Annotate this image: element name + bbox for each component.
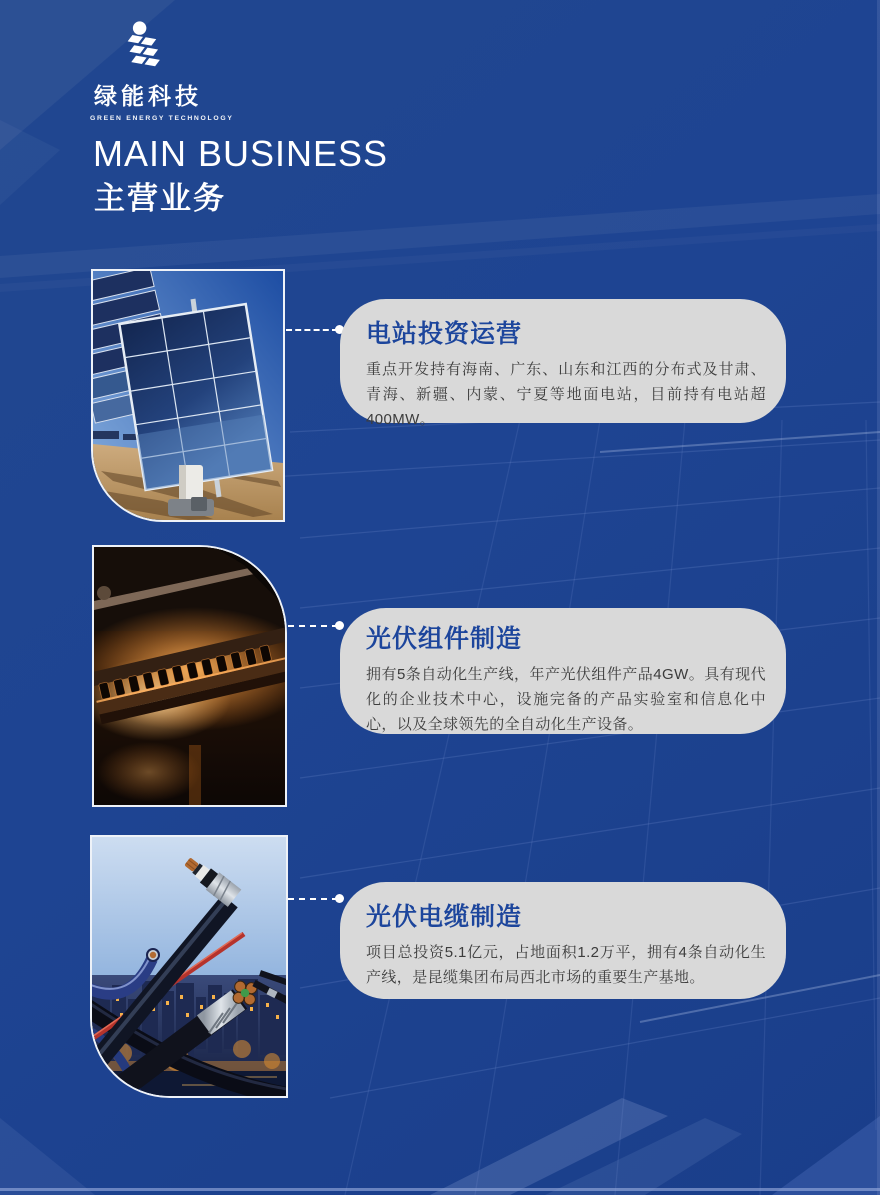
connector-line-1 <box>286 329 338 331</box>
module-factory-photo <box>92 545 287 807</box>
connector-line-3 <box>288 898 338 900</box>
business-card-pv-module <box>340 608 786 734</box>
card-body-pv-module: 拥有5条自动化生产线，年产光伏组件产品4GW。具有现代化的企业技术中心，设施完备的产品实验室和信息化中心，以及全球领先的全自动化生产设备。 <box>366 666 766 733</box>
connector-line-2 <box>288 625 338 627</box>
page-title-cn: 主营业务 <box>94 181 226 216</box>
page-title-en: MAIN BUSINESS <box>93 133 389 174</box>
card-title-pv-module: 光伏组件制造 <box>366 625 523 653</box>
connector-dot-3 <box>335 894 344 903</box>
solar-sun-logo-icon <box>118 20 172 72</box>
business-card-pv-cable <box>340 882 786 999</box>
solar-tracker-photo <box>91 269 285 522</box>
pv-cables-photo <box>90 835 288 1098</box>
company-name-cn: 绿能科技 <box>94 83 202 109</box>
company-logo <box>90 20 234 122</box>
connector-dot-2 <box>335 621 344 630</box>
card-title-power-station: 电站投资运营 <box>366 320 523 348</box>
business-card-power-station <box>340 299 786 428</box>
card-title-pv-cable: 光伏电缆制造 <box>366 903 523 931</box>
company-name-en: GREEN ENERGY TECHNOLOGY <box>90 115 234 122</box>
card-body-power-station: 重点开发持有海南、广东、山东和江西的分布式及甘肃、青海、新疆、内蒙、宁夏等地面电站，目前持有电站超400MW。 <box>366 361 766 428</box>
card-body-pv-cable: 项目总投资5.1亿元，占地面积1.2万平，拥有4条自动化生产线，是昆缆集团布局西北市场的重要生产基地。 <box>366 944 766 986</box>
